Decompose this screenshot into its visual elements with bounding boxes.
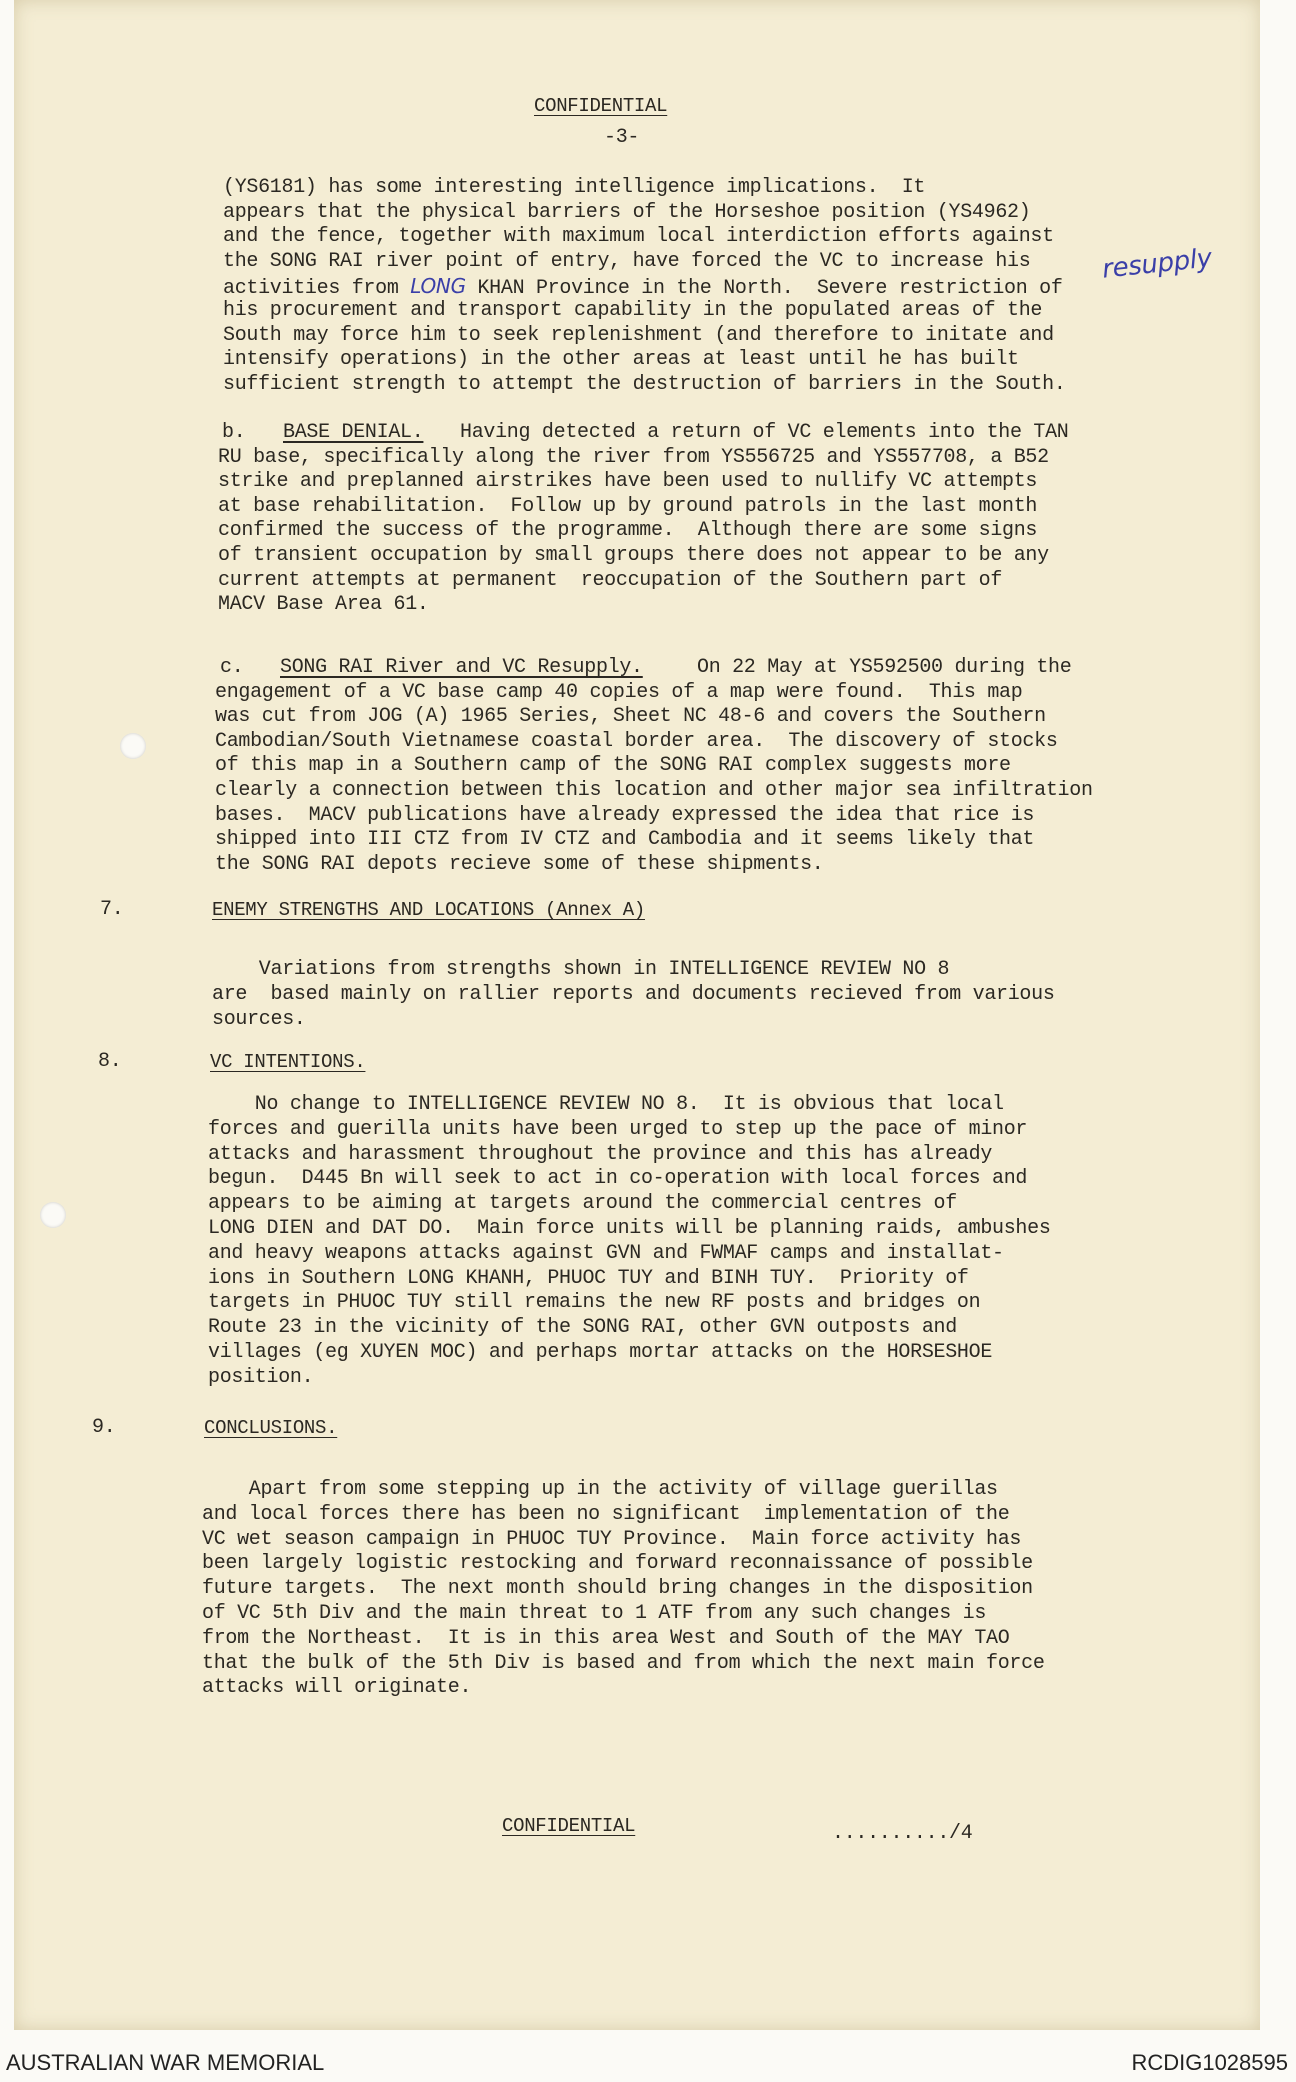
section-7-heading: ENEMY STRENGTHS AND LOCATIONS (Annex A): [212, 899, 645, 921]
text-line: [223, 274, 1063, 300]
text-line: clearly a connection between this location and other major sea infiltration: [215, 779, 1093, 802]
text-line: Apart from some stepping up in the activity of village guerillas: [202, 1478, 998, 1501]
section-7-number: 7.: [100, 898, 124, 921]
text-line: are based mainly on rallier reports and documents recieved from various: [212, 983, 1055, 1006]
text-line: sources.: [212, 1008, 306, 1031]
text-line: forces and guerilla units have been urged to step up the pace of minor: [208, 1117, 1028, 1141]
archive-reference: RCDIG1028595: [1131, 2050, 1288, 2075]
text-line: been largely logistic restocking and forward reconnaissance of possible: [202, 1552, 1033, 1576]
text-line: On 22 May at YS592500 during the: [697, 656, 1072, 679]
text-line: and the fence, together with maximum local interdiction efforts against: [223, 225, 1054, 249]
text-line: from the Northeast. It is in this area West and South of the MAY TAO: [202, 1626, 1010, 1650]
text-line: begun. D445 Bn will seek to act in co-operation with local forces and: [208, 1167, 1028, 1191]
classification-header: CONFIDENTIAL: [534, 95, 668, 117]
section-8-heading: VC INTENTIONS.: [210, 1051, 366, 1073]
text-line: Cambodian/South Vietnamese coastal border area. The discovery of stocks: [215, 729, 1058, 753]
para-b-marker: b.: [222, 421, 246, 444]
text-line: strike and preplanned airstrikes have been used to nullify VC attempts: [218, 470, 1038, 494]
text-line: confirmed the success of the programme. Although there are some signs: [218, 519, 1038, 543]
section-8-number: 8.: [98, 1050, 122, 1073]
text-line: targets in PHUOC TUY still remains the new RF posts and bridges on: [208, 1291, 981, 1315]
section-9-number: 9.: [92, 1416, 116, 1439]
para-c-heading: SONG RAI River and VC Resupply.: [280, 656, 643, 679]
text-line: RU base, specifically along the river from YS556725 and YS557708, a B52: [218, 445, 1049, 469]
text-line: bases. MACV publications have already expressed the idea that rice is: [215, 803, 1035, 827]
text-line: Having detected a return of VC elements into the TAN: [460, 421, 1069, 444]
handwritten-annotation-resupply: resupply: [1100, 243, 1214, 285]
text-fragment: KHAN Province in the North. Severe restriction of: [465, 277, 1063, 301]
text-line: MACV Base Area 61.: [218, 593, 429, 617]
text-line: Route 23 in the vicinity of the SONG RAI, other GVN outposts and: [208, 1316, 957, 1340]
text-line: appears to be aiming at targets around the commercial centres of: [208, 1192, 957, 1216]
text-line: was cut from JOG (A) 1965 Series, Sheet NC 48-6 and covers the Southern: [215, 705, 1046, 729]
page-number: -3-: [604, 126, 640, 149]
para-c-marker: c.: [220, 656, 244, 679]
text-line: future targets. The next month should bring changes in the disposition: [202, 1577, 1033, 1601]
text-line: the SONG RAI river point of entry, have forced the VC to increase his: [223, 249, 1031, 273]
text-line: attacks will originate.: [202, 1676, 472, 1700]
text-line: intensify operations) in the other areas at least until he has built: [223, 348, 1019, 372]
text-line: ions in Southern LONG KHANH, PHUOC TUY and BINH TUY. Priority of: [208, 1266, 969, 1290]
text-line: at base rehabilitation. Follow up by ground patrols in the last month: [218, 494, 1038, 518]
punch-hole: [120, 733, 146, 759]
text-line: position.: [208, 1365, 314, 1389]
text-line: of VC 5th Div and the main threat to 1 ATF from any such changes is: [202, 1602, 987, 1625]
text-line: his procurement and transport capability in the populated areas of the: [223, 299, 1043, 322]
text-line: Variations from strengths shown in INTELLIGENCE REVIEW NO 8: [212, 958, 950, 981]
text-line: of this map in a Southern camp of the SONG RAI complex suggests more: [215, 754, 1011, 778]
text-line: LONG DIEN and DAT DO. Main force units will be planning raids, ambushes: [208, 1217, 1051, 1240]
text-line: and heavy weapons attacks against GVN and FWMAF camps and installat-: [208, 1241, 1004, 1265]
text-line: appears that the physical barriers of the Horseshoe position (YS4962): [223, 200, 1031, 224]
section-9-heading: CONCLUSIONS.: [204, 1417, 338, 1439]
handwritten-annotation-long: LONG: [410, 274, 466, 299]
classification-footer: CONFIDENTIAL: [502, 1815, 636, 1837]
text-line: No change to INTELLIGENCE REVIEW NO 8. It is obvious that local: [208, 1093, 1004, 1116]
text-line: VC wet season campaign in PHUOC TUY Province. Main force activity has: [202, 1527, 1022, 1551]
text-line: (YS6181) has some interesting intelligence implications. It: [223, 176, 926, 199]
text-line: engagement of a VC base camp 40 copies of a map were found. This map: [215, 680, 1023, 704]
text-line: villages (eg XUYEN MOC) and perhaps mortar attacks on the HORSESHOE: [208, 1341, 993, 1364]
text-line: the SONG RAI depots recieve some of these shipments.: [215, 852, 824, 876]
para-b-heading: BASE DENIAL.: [283, 421, 424, 444]
text-line: of transient occupation by small groups there does not appear to be any: [218, 544, 1049, 567]
text-line: that the bulk of the 5th Div is based and from which the next main force: [202, 1651, 1045, 1675]
text-line: South may force him to seek replenishment (and therefore to initate and: [223, 323, 1054, 347]
text-line: sufficient strength to attempt the destruction of barriers in the South.: [223, 372, 1066, 396]
text-line: current attempts at permanent reoccupation of the Southern part of: [218, 568, 1003, 592]
text-line: shipped into III CTZ from IV CTZ and Cambodia and it seems likely that: [215, 828, 1035, 852]
text-line: attacks and harassment throughout the province and this has already: [208, 1142, 993, 1166]
punch-hole: [40, 1202, 66, 1228]
continuation-marker: ........../4: [832, 1822, 973, 1845]
text-fragment: activities from: [223, 277, 411, 301]
text-line: and local forces there has been no significant implementation of the: [202, 1502, 1010, 1526]
archive-institution: AUSTRALIAN WAR MEMORIAL: [6, 2050, 325, 2075]
